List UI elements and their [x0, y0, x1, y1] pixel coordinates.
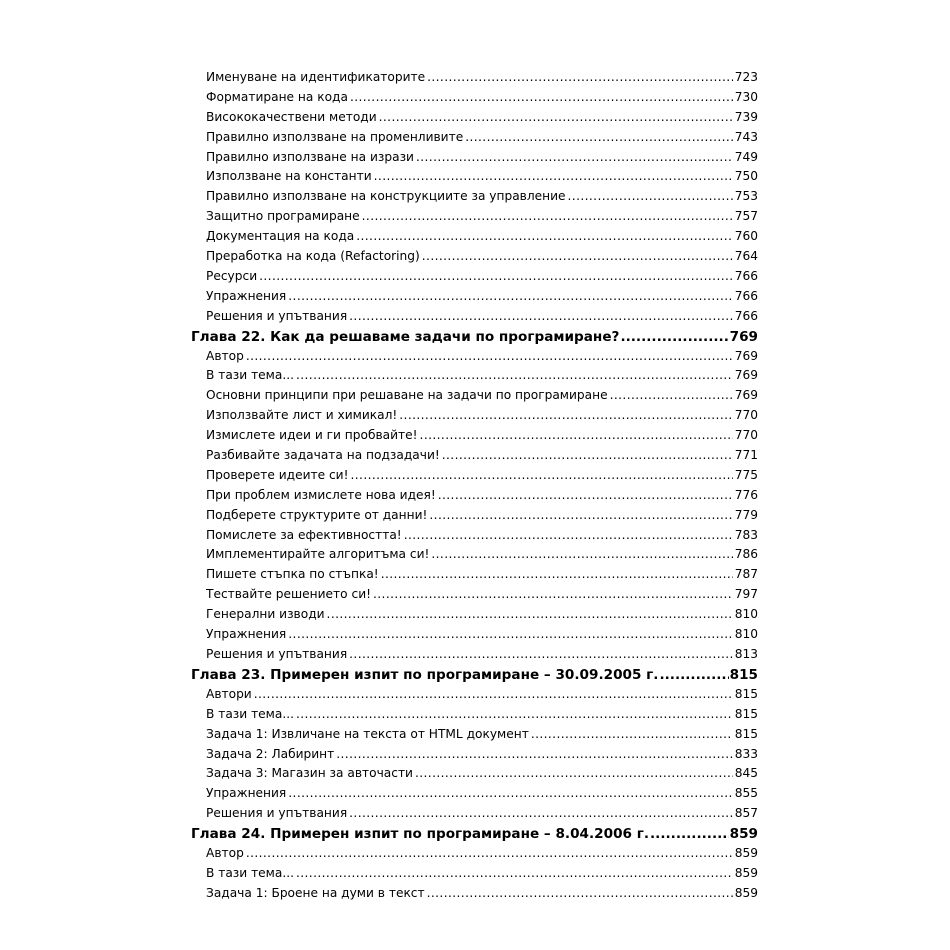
toc-chapter-row — [191, 667, 758, 687]
dot-leader — [379, 110, 733, 124]
dot-leader — [296, 866, 733, 880]
page-number: 766 — [734, 308, 758, 323]
toc-entry-row — [191, 747, 758, 767]
page-number: 739 — [734, 109, 758, 124]
toc-entry-title: В тази тема... — [206, 706, 294, 721]
page-number: 749 — [734, 149, 758, 164]
toc-entry-row — [191, 70, 758, 90]
toc-chapter-row — [191, 329, 758, 349]
toc-entry-row — [191, 448, 758, 468]
toc-entry-title: Използвайте лист и химикал! — [206, 408, 398, 423]
toc-entry-title: В тази тема... — [206, 368, 294, 383]
dot-leader — [373, 587, 733, 601]
page-number: 810 — [734, 627, 758, 642]
toc-entry-title: Форматиране на кода — [206, 89, 348, 104]
toc-entry-row — [191, 886, 758, 906]
dot-leader — [442, 448, 733, 462]
dot-leader — [610, 388, 733, 402]
toc-entry-title: Проверете идеите си! — [206, 467, 349, 482]
toc-entry-row — [191, 707, 758, 727]
toc-entry-row — [191, 866, 758, 886]
page-number: 815 — [734, 686, 758, 701]
toc-entry-row — [191, 408, 758, 428]
dot-leader — [288, 786, 732, 800]
toc-entry-title: Автор — [206, 348, 244, 363]
toc-entry-title: Разбивайте задачата на подзадачи! — [206, 448, 440, 463]
toc-entry-row — [191, 587, 758, 607]
page-number: 779 — [734, 507, 758, 522]
page-number: 771 — [734, 448, 758, 463]
toc-entry-row — [191, 528, 758, 548]
page-number: 855 — [734, 786, 758, 801]
page-number: 769 — [729, 328, 758, 345]
dot-leader — [296, 368, 733, 382]
toc-entry-title: Ресурси — [206, 268, 258, 283]
dot-leader — [429, 508, 732, 522]
page-number: 776 — [734, 487, 758, 502]
page-number: 787 — [734, 567, 758, 582]
dot-leader — [296, 707, 733, 721]
dot-leader — [351, 468, 733, 482]
toc-entry-title: Използване на константи — [206, 169, 372, 184]
toc-entry-row — [191, 607, 758, 627]
toc-entry-row — [191, 269, 758, 289]
toc-chapter-title: Глава 23. Примерен изпит по програмиране – 30.09.2005 г. — [191, 666, 659, 683]
toc-entry-title: Упражнения — [206, 786, 287, 801]
dot-leader — [349, 806, 733, 820]
toc-entry-title: Задача 3: Магазин за авточасти — [206, 766, 413, 781]
page-number: 783 — [734, 527, 758, 542]
toc-entry-row — [191, 488, 758, 508]
toc-entry-row — [191, 806, 758, 826]
dot-leader — [650, 826, 729, 842]
toc-entry-row — [191, 647, 758, 667]
dot-leader — [422, 249, 733, 263]
page-number: 766 — [734, 288, 758, 303]
toc-entry-title: Упражнения — [206, 288, 287, 303]
toc-entry-row — [191, 786, 758, 806]
dot-leader — [327, 607, 733, 621]
dot-leader — [288, 289, 732, 303]
toc-chapter-title: Глава 22. Как да решаваме задачи по програмиране? — [191, 328, 620, 345]
dot-leader — [420, 428, 733, 442]
page-number: 769 — [734, 388, 758, 403]
page-number: 775 — [734, 467, 758, 482]
toc-entry-row — [191, 130, 758, 150]
dot-leader — [427, 886, 733, 900]
page-number: 766 — [734, 268, 758, 283]
dot-leader — [362, 209, 733, 223]
page-number: 770 — [734, 408, 758, 423]
dot-leader — [531, 727, 733, 741]
dot-leader — [620, 329, 728, 345]
dot-leader — [350, 90, 733, 104]
dot-leader — [431, 547, 732, 561]
page-number: 769 — [734, 368, 758, 383]
toc-entry-title: Висококачествени методи — [206, 109, 377, 124]
page-number: 770 — [734, 428, 758, 443]
dot-leader — [465, 130, 733, 144]
toc-entry-row — [191, 547, 758, 567]
dot-leader — [356, 229, 733, 243]
page-number: 764 — [734, 249, 758, 264]
page-number: 753 — [734, 189, 758, 204]
page-number: 857 — [734, 806, 758, 821]
page-number: 859 — [734, 846, 758, 861]
toc-entry-title: Правилно използване на променливите — [206, 129, 464, 144]
dot-leader — [246, 846, 733, 860]
toc-entry-title: Пишете стъпка по стъпка! — [206, 567, 379, 582]
dot-leader — [288, 627, 732, 641]
toc-entry-title: Измислете идеи и ги пробвайте! — [206, 428, 418, 443]
toc-entry-title: Задача 1: Извличане на текста от HTML документ — [206, 726, 529, 741]
toc-entry-title: Решения и упътвания — [206, 646, 348, 661]
dot-leader — [568, 189, 733, 203]
toc-entry-title: Решения и упътвания — [206, 806, 348, 821]
toc-entry-title: Автор — [206, 846, 244, 861]
page-number: 859 — [734, 865, 758, 880]
toc-entry-row — [191, 567, 758, 587]
toc-entry-row — [191, 368, 758, 388]
dot-leader — [415, 766, 733, 780]
toc-chapter-row — [191, 826, 758, 846]
page-number: 750 — [734, 169, 758, 184]
dot-leader — [246, 349, 733, 363]
toc-entry-row — [191, 687, 758, 707]
page-number: 786 — [734, 547, 758, 562]
toc-entry-row — [191, 468, 758, 488]
toc-entry-row — [191, 309, 758, 329]
toc-entry-title: Преработка на кода (Refactoring) — [206, 249, 420, 264]
toc-entry-title: Решения и упътвания — [206, 308, 348, 323]
toc-chapter-title: Глава 24. Примерен изпит по програмиране – 8.04.2006 г. — [191, 826, 649, 843]
toc-entry-title: Основни принципи при решаване на задачи по програмиране — [206, 388, 608, 403]
toc-entry-row — [191, 90, 758, 110]
toc-entry-row — [191, 627, 758, 647]
toc-entry-row — [191, 249, 758, 269]
toc-entry-title: При проблем измислете нова идея! — [206, 487, 436, 502]
toc-entry-row — [191, 508, 758, 528]
dot-leader — [381, 567, 733, 581]
toc-entry-title: Защитно програмиране — [206, 209, 360, 224]
toc-entry-title: Помислете за ефективността! — [206, 527, 402, 542]
page-number: 730 — [734, 89, 758, 104]
toc-entry-title: Генерални изводи — [206, 607, 325, 622]
toc-entry-row — [191, 209, 758, 229]
page-number: 813 — [734, 646, 758, 661]
toc-entry-row — [191, 766, 758, 786]
page-number: 815 — [734, 726, 758, 741]
dot-leader — [254, 687, 733, 701]
toc-entry-title: Имплементирайте алгоритъма си! — [206, 547, 430, 562]
toc-entry-row — [191, 289, 758, 309]
toc-entry-row — [191, 189, 758, 209]
page-number: 760 — [734, 229, 758, 244]
dot-leader — [349, 309, 733, 323]
dot-leader — [404, 528, 733, 542]
dot-leader — [427, 70, 733, 84]
page-number: 833 — [734, 746, 758, 761]
page-number: 815 — [734, 706, 758, 721]
toc-entry-row — [191, 428, 758, 448]
page-number: 743 — [734, 129, 758, 144]
toc-entry-row — [191, 150, 758, 170]
toc-entry-row — [191, 846, 758, 866]
page-number: 797 — [734, 587, 758, 602]
page-number: 845 — [734, 766, 758, 781]
dot-leader — [416, 150, 733, 164]
toc-entry-title: Правилно използване на конструкциите за управление — [206, 189, 566, 204]
toc-entry-title: Именуване на идентификаторите — [206, 70, 426, 84]
page-number: 859 — [734, 885, 758, 900]
page-number: 810 — [734, 607, 758, 622]
page-number: 757 — [734, 209, 758, 224]
toc-entry-row — [191, 388, 758, 408]
toc-entry-title: Упражнения — [206, 627, 287, 642]
page-number: 723 — [734, 70, 758, 84]
page-number: 769 — [734, 348, 758, 363]
dot-leader — [438, 488, 733, 502]
dot-leader — [374, 169, 733, 183]
toc-entry-title: Задача 2: Лабиринт — [206, 746, 335, 761]
dot-leader — [259, 269, 733, 283]
toc-entry-row — [191, 169, 758, 189]
toc-entry-title: В тази тема... — [206, 865, 294, 880]
toc-entry-title: Тествайте решението си! — [206, 587, 371, 602]
dot-leader — [399, 408, 732, 422]
toc-entry-title: Правилно използване на изрази — [206, 149, 414, 164]
toc-entry-row — [191, 727, 758, 747]
table-of-contents — [191, 70, 758, 906]
toc-entry-row — [191, 110, 758, 130]
dot-leader — [349, 647, 733, 661]
page-number: 859 — [729, 826, 758, 843]
toc-entry-row — [191, 229, 758, 249]
toc-entry-title: Документация на кода — [206, 229, 355, 244]
page-number: 815 — [729, 666, 758, 683]
toc-entry-title: Задача 1: Броене на думи в текст — [206, 885, 425, 900]
dot-leader — [659, 667, 728, 683]
dot-leader — [336, 747, 732, 761]
toc-entry-title: Автори — [206, 686, 252, 701]
toc-entry-title: Подберете структурите от данни! — [206, 507, 428, 522]
toc-entry-row — [191, 349, 758, 369]
